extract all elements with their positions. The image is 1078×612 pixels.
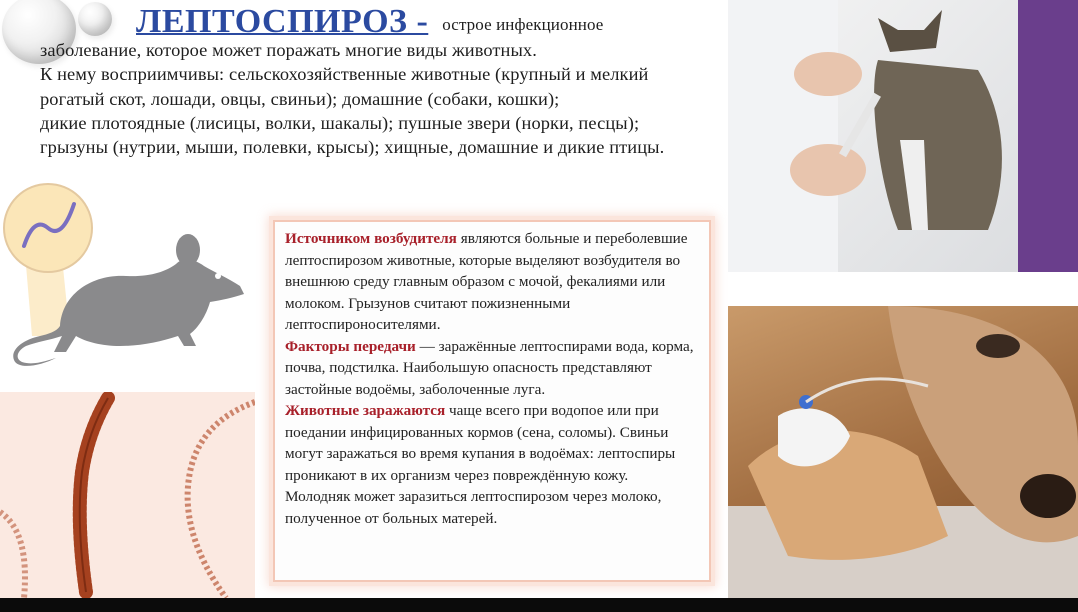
rat-illustration [0,176,255,381]
young-text: Молодняк может заразиться лептоспирозом через молоко, полученное от больных матерей. [285,488,662,527]
info-text [285,228,703,529]
rat-illustration-panel [0,176,255,381]
transmission-label: Факторы передачи [285,337,416,355]
title-continuation: острое инфекционное [442,15,604,34]
transmission-text: — заражённые лептоспирами вода, корма, почва, подстилка. Наибольшую опасность представляют застойные водоёмы, заболоченные луга. [285,337,694,398]
vet-coat [728,0,838,272]
vet-hand [790,144,866,196]
intro-line: К нему восприимчивы: сельскохозяйственные животные (крупный и мелкий [40,64,649,85]
title-line [40,3,730,40]
source-text: являются больные и переболевшие лептоспирозом животные, которые выделяют возбудителя во внешнюю среду главным образом с мочой, фекалиями или молоком. Грызунов считают пожизненными лептоспироносителями. [285,230,688,333]
dog-eye [976,334,1020,358]
dog-photo [728,306,1078,598]
dog-nose [1020,474,1076,518]
cat-photo-illustration [728,0,1078,272]
intro-line: дикие плотоядные (лисицы, волки, шакалы); пушные звери (норки, песцы); [40,112,640,133]
intro-paragraph [40,3,730,159]
test-tube [839,93,881,158]
infection-text: чаще всего при водопое или при поедании инфицированных кормов (сена, соломы). Свиньи могут заражаться во время купания в водоёмах: лептоспиры проникают в их организм через повреждённую кожу. [285,402,676,484]
cat-photo [728,0,1078,272]
leptospira-photo [0,392,255,598]
intro-line: грызуны (нутрии, мыши, полевки, крысы); хищные, домашние и дикие птицы. [40,137,665,158]
leptospira-spiral [188,402,255,598]
cat-head [878,10,942,52]
leptospira-illustration [0,392,255,598]
bottom-bar [0,598,1078,612]
vet-sleeve [1018,0,1078,272]
rat-eye [215,273,221,279]
intro-line: заболевание, которое может поражать многие виды животных. [40,40,537,61]
cat-body [874,60,1002,230]
dog-photo-illustration [728,306,1078,598]
vet-hand [794,52,862,96]
rat-ear [176,234,200,266]
slide-title: ЛЕПТОСПИРОЗ - [136,3,429,40]
leptospira-spiral [0,512,25,598]
info-box [273,220,711,582]
infection-label: Животные заражаются [285,402,446,419]
source-label: Источником возбудителя [285,230,457,247]
intro-line: рогатый скот, лошади, овцы, свиньи); домашние (собаки, кошки); [40,88,560,109]
